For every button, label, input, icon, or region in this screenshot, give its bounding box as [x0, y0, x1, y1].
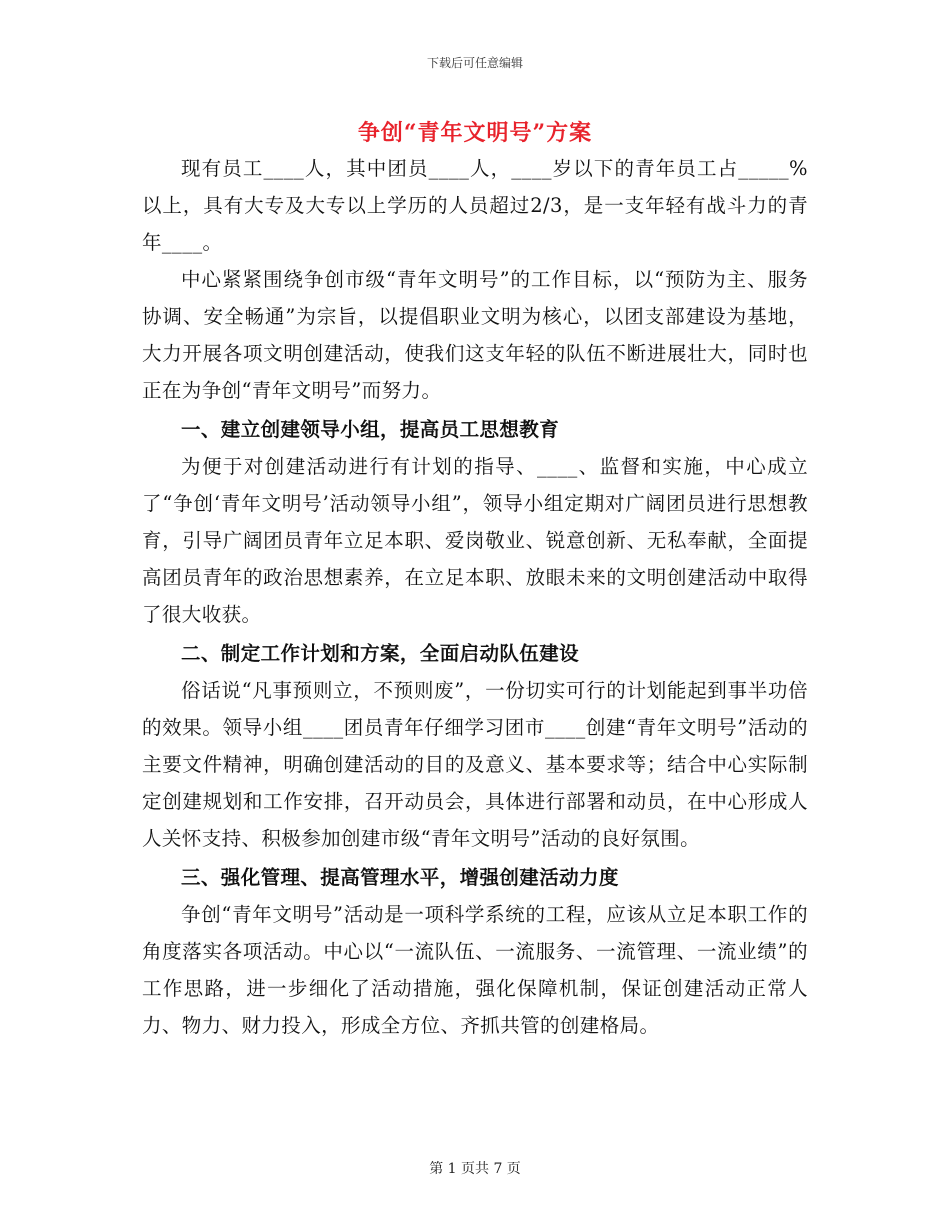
section-paragraph-3: 争创“青年文明号”活动是一项科学系统的工程，应该从立足本职工作的角度落实各项活动。中心以“一流队伍、一流服务、一流管理、一流业绩”的工作思路，进一步细化了活动措施，强化保障机制，保证创建活动正常人力、物力、财力投入，形成全方位、齐抓共管的创建格局。	[142, 903, 808, 1037]
section-heading-3: 三、强化管理、提高管理水平，增强创建活动力度	[181, 866, 619, 889]
section-heading-2: 二、制定工作计划和方案，全面启动队伍建设	[181, 642, 580, 665]
section-paragraph-1: 为便于对创建活动进行有计划的指导、____、监督和实施，中心成立了“争创‘青年文明号’活动领导小组”，领导小组定期对广阔团员进行思想教育，引导广阔团员青年立足本职、爱岗敬业、锐意创新、无私奉献，全面提高团员青年的政治思想素养，在立足本职、放眼未来的文明创建活动中取得了很大收获。	[142, 455, 808, 626]
document-body	[142, 150, 808, 1044]
intro-paragraph-1: 现有员工____人，其中团员____人，____岁以下的青年员工占_____%以上，具有大专及大专以上学历的人员超过2/3，是一支年轻有战斗力的青年____。	[142, 157, 808, 254]
section-heading-1: 一、建立创建领导小组，提高员工思想教育	[181, 418, 560, 441]
page-header: 下载后可任意编辑	[426, 56, 523, 70]
section-paragraph-2: 俗话说“凡事预则立，不预则废”，一份切实可行的计划能起到事半功倍的效果。领导小组____团员青年仔细学习团市____创建“青年文明号”活动的主要文件精神，明确创建活动的目的及意义、基本要求等；结合中心实际制定创建规划和工作安排，召开动员会，具体进行部署和动员，在中心形成人人关怀支持、积极参加创建市级“青年文明号”活动的良好氛围。	[142, 679, 808, 850]
page-footer: 第 1 页共 7 页	[429, 1161, 521, 1177]
document-title: 争创“青年文明号”方案	[357, 120, 593, 146]
intro-paragraph-2: 中心紧紧围绕争创市级“青年文明号”的工作目标，以“预防为主、服务协调、安全畅通”为宗旨，以提倡职业文明为核心，以团支部建设为基地，大力开展各项文明创建活动，使我们这支年轻的队伍不断进展壮大，同时也正在为争创“青年文明号”而努力。	[142, 268, 808, 402]
